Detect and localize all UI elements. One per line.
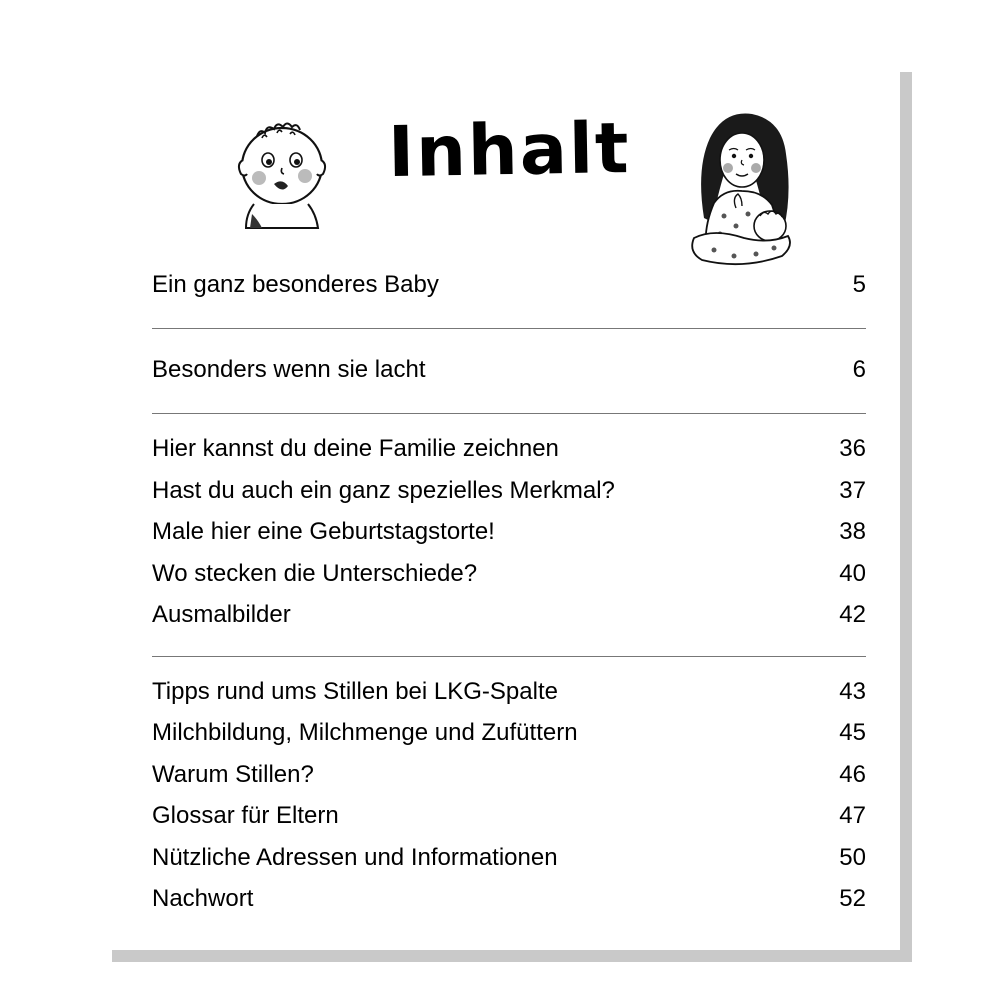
toc-entry-title: Wo stecken die Unterschiede? [152, 559, 478, 587]
toc-entry[interactable] [152, 671, 866, 713]
table-of-contents [152, 262, 866, 920]
toc-entry-title: Milchbildung, Milchmenge und Zufüttern [152, 719, 578, 746]
toc-entry-title: Tipps rund ums Stillen bei LKG-Spalte [152, 677, 558, 705]
toc-entry-page: 46 [839, 760, 866, 788]
toc-entry[interactable] [152, 266, 866, 304]
toc-entry-page: 36 [839, 435, 866, 462]
toc-entry-page: 42 [839, 601, 866, 628]
toc-entry-title: Hier kannst du deine Familie zeichnen [152, 435, 559, 462]
toc-section [152, 262, 866, 329]
toc-entry-title: Besonders wenn sie lacht [152, 356, 426, 383]
toc-section [152, 414, 866, 657]
toc-entry-title: Hast du auch ein ganz spezielles Merkmal? [152, 476, 615, 504]
baby-illustration [232, 118, 332, 230]
mother-illustration [684, 108, 804, 273]
page-title: Inhalt [387, 106, 632, 194]
toc-entry[interactable] [152, 837, 866, 879]
toc-entry[interactable] [152, 795, 866, 837]
toc-entry-title: Glossar für Eltern [152, 802, 339, 829]
toc-entry-page: 50 [839, 843, 866, 871]
toc-entry-title: Warum Stillen? [152, 760, 314, 788]
toc-entry[interactable] [152, 594, 866, 636]
toc-entry-title: Ein ganz besonderes Baby [152, 271, 439, 298]
toc-entry-page: 38 [839, 518, 866, 545]
toc-entry-page: 45 [839, 719, 866, 746]
toc-entry[interactable] [152, 428, 866, 470]
toc-entry[interactable] [152, 553, 866, 595]
toc-entry-title: Ausmalbilder [152, 601, 291, 628]
toc-entry[interactable] [152, 511, 866, 553]
toc-entry-page: 6 [852, 356, 866, 383]
toc-entry-page: 52 [839, 885, 866, 912]
toc-entry-title: Nachwort [152, 885, 254, 912]
toc-entry-page: 5 [852, 271, 866, 298]
toc-entry-page: 47 [839, 802, 866, 829]
toc-entry-page: 43 [839, 677, 866, 705]
toc-entry-page: 40 [839, 559, 866, 587]
toc-entry-title: Nützliche Adressen und Informationen [152, 843, 558, 871]
toc-entry-page: 37 [839, 476, 866, 504]
toc-entry[interactable] [152, 754, 866, 796]
toc-entry-title: Male hier eine Geburtstagstorte! [152, 518, 495, 545]
toc-section [152, 657, 866, 920]
toc-section [152, 329, 866, 414]
toc-entry[interactable] [152, 878, 866, 920]
toc-entry[interactable] [152, 351, 866, 389]
toc-entry[interactable] [152, 712, 866, 754]
toc-entry[interactable] [152, 470, 866, 512]
